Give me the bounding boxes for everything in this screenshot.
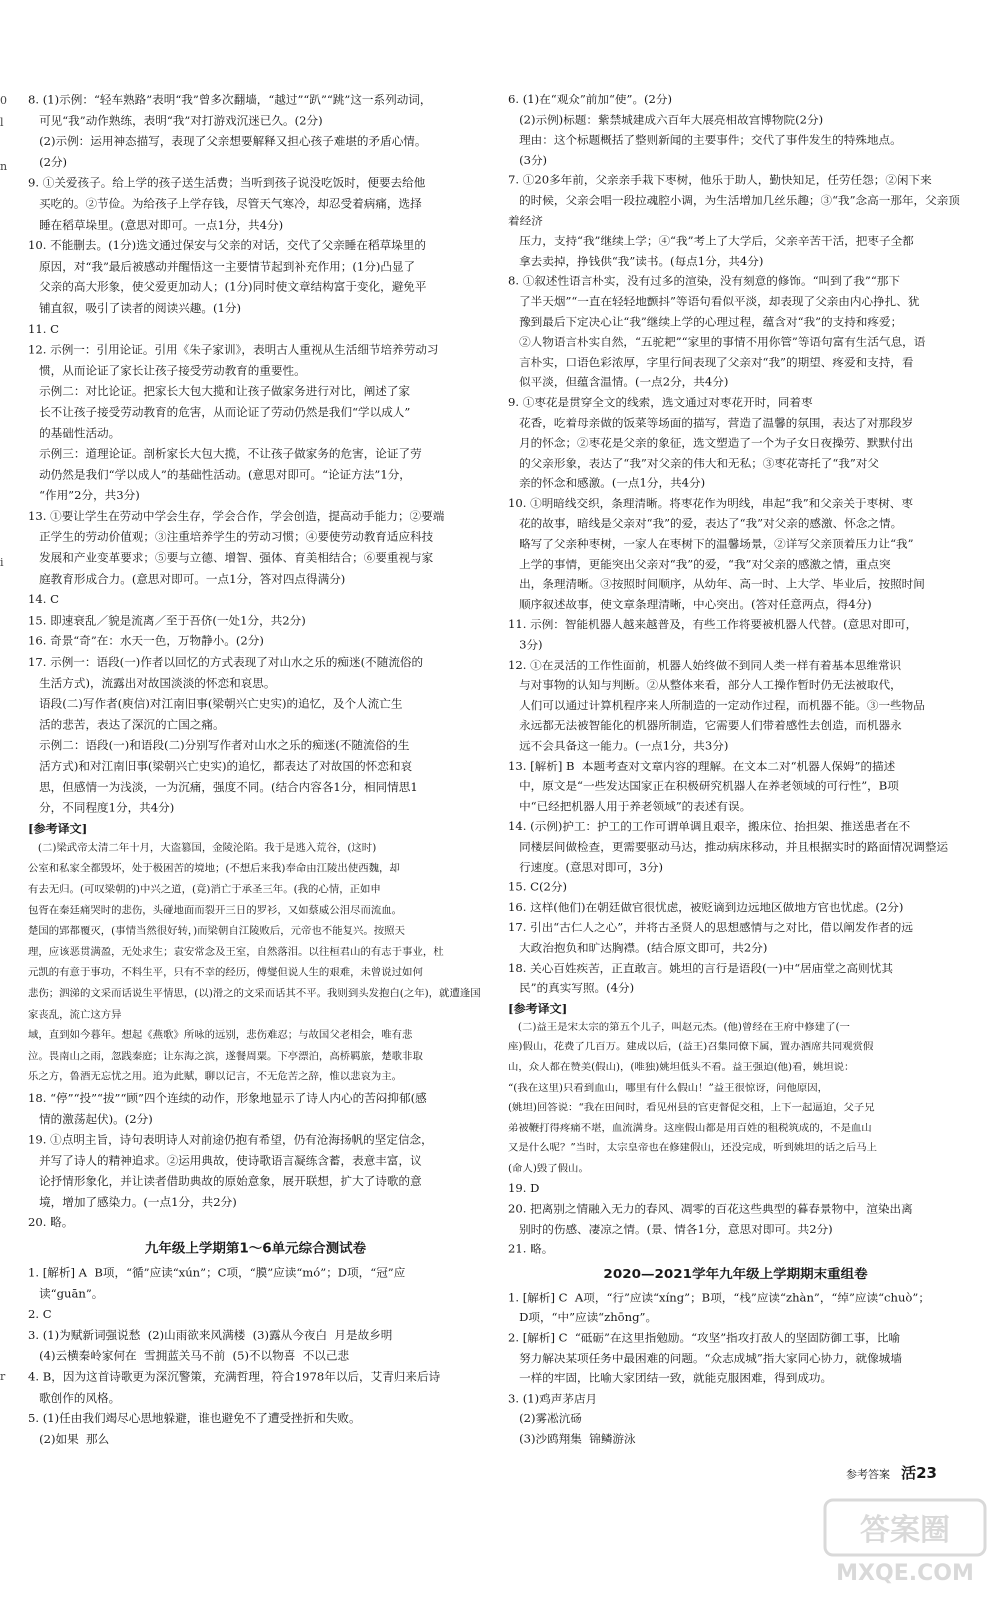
answer-line: 顺序叙述故事，使文章条理清晰，中心突出。(答对任意两点，得4分): [508, 597, 872, 611]
edge-char: [0, 640, 12, 662]
answer-line: 5. (1)任由我们竭尽心思地躲避，谁也避免不了遭受挫折和失败。: [28, 1411, 361, 1426]
answer-line: 示例三：道理论证。剖析家长大包大揽，不让孩子做家务的危害，论证了劳: [28, 446, 422, 461]
answer-line: 压力，支持“我”继续上学；④“我”考上了大学后，父亲辛苦干活，把枣子全都: [508, 234, 914, 248]
edge-char: [0, 1036, 12, 1058]
answer-line: 18. “停”“投”“拔”“顾”四个连续的动作，形象地显示了诗人内心的苦闷抑郁(感: [28, 1091, 427, 1105]
answer-line: 7. ①20多年前，父亲亲手栽下枣树，他乐于助人，勤快知足，任劳任怨；②闲下来: [508, 173, 932, 187]
answer-line: 言朴实，口语色彩浓厚，字里行间表现了父亲对“我”的期望、疼爱和支持，看: [508, 355, 914, 369]
edge-char: [0, 178, 12, 200]
answer-line: 11. 示例：智能机器人越来越普及，有些工作将要被机器人代替。(意思对即可，: [508, 617, 918, 632]
edge-char: [0, 1168, 12, 1190]
edge-char: [0, 596, 12, 618]
answer-line: 3分): [508, 638, 543, 652]
answer-line: “作用”2分，共3分): [28, 488, 140, 503]
answer-line: 行速度。(意思对即可，3分): [508, 860, 664, 874]
answer-line: 庭教育形成合力。(意思对即可。一点1分，答对四点得满分): [28, 571, 346, 586]
edge-char: [0, 860, 12, 882]
answer-line: 永远都无法被智能化的机器所制造，它需要人们带着感性去创造，而机器永: [508, 718, 902, 733]
edge-char: [0, 1410, 12, 1432]
edge-char: n: [0, 160, 8, 173]
answer-line: 4. B，因为这首诗歌更为深沉警策，充满哲理，符合1978年以后，艾青归来后诗: [28, 1369, 441, 1384]
answer-line: 8. ①叙述性语言朴实，没有过多的渲染，没有刻意的修饰。“叫到了我”“那下: [508, 274, 900, 288]
answer-line: 别时的伤感、凄凉之情。(景、情各1分，意思对即可。共2分): [508, 1222, 833, 1236]
answer-line: 3. (1)鸡声茅店月: [508, 1391, 598, 1405]
edge-char: [0, 1344, 12, 1366]
edge-char: [0, 1388, 12, 1410]
answer-line: 论抒情形象化，并让读者借助典故的原始意象，展开联想，扩大了诗歌的意: [28, 1174, 422, 1188]
answer-line: 11. C: [28, 322, 59, 336]
answer-line: 情的激荡起伏)。(2分): [28, 1111, 153, 1126]
edge-char: [0, 816, 12, 838]
answer-line: 活方式)和对江南旧事(梁朝兴亡史实)的追忆，都表达了对故国的怀恋和哀: [28, 759, 413, 773]
edge-char: [0, 376, 12, 398]
answer-line: 17. 引出“古仁人之心”，并将古圣贤人的思想感情与之对比，借以阐发作者的远: [508, 920, 913, 935]
translation-line: (二)梁武帝太清二年十月，大盗篡国，金陵沦陷。我于是逃入荒谷，(这时): [28, 842, 377, 854]
answer-line: 2. C: [28, 1307, 52, 1321]
translation-line: 公室和私家全都毁坏，处于极困苦的境地；(不想后来我)奉命由江陵出使西魏，却: [28, 862, 400, 875]
answer-line: D项，“中”应读“zhōng”。: [508, 1311, 658, 1325]
edge-char: [0, 948, 12, 970]
answer-line: 铺直叙，吸引了读者的阅读兴趣。(1分): [28, 301, 241, 315]
answer-line: 理由：这个标题概括了整则新闻的主要事件；交代了事件发生的特殊地点。: [508, 133, 902, 147]
edge-char: [0, 332, 12, 354]
answer-line: (2分): [28, 155, 68, 169]
edge-char: [0, 1124, 12, 1146]
edge-char: [0, 1300, 12, 1322]
answer-line: 人们可以通过计算机程序来人所制造的一定动作过程，而机器不能。③一些物品: [508, 698, 925, 712]
answer-line: 亲的怀念和感激。(一点1分，共4分): [508, 476, 706, 490]
edge-char: [0, 464, 12, 486]
answer-line: 14. (示例)护工：护工的工作可谓单调且艰辛，搬床位、抬担架、推送患者在不: [508, 819, 911, 834]
answer-line: 出，条理清晰。③按照时间顺序，从幼年、高一时、上大学、毕业后，按照时间: [508, 577, 925, 591]
answer-line: 17. 示例一：语段(一)作者以回忆的方式表现了对山水之乐的痴迷(不随流俗的: [28, 655, 424, 669]
edge-char: [0, 794, 12, 816]
edge-char: [0, 618, 12, 640]
answer-line: 15. C(2分): [508, 880, 568, 894]
answer-line: 了半天烟”“一直在轻轻地颤抖”等语句看似平淡，却表现了父亲由内心挣扎、犹: [508, 294, 920, 308]
answer-line: 1. [解析] A B项，“循”应读“xún”；C项，“膜”应读“mó”；D项，“冠”应: [28, 1265, 406, 1280]
edge-char: [0, 1146, 12, 1168]
answer-line: 远不会具备这一能力。(一点1分，共3分): [508, 739, 729, 753]
watermark-logo: [820, 1495, 990, 1590]
edge-char: [0, 970, 12, 992]
edge-char: [0, 750, 12, 772]
answer-line: 睡在稻草垛里。(意思对即可。一点1分，共4分): [28, 217, 284, 232]
edge-char: [0, 244, 12, 266]
edge-char: [0, 662, 12, 684]
answer-line: 12. 示例一：引用论证。引用《朱子家训》，表明古人重视从生活细节培养劳动习: [28, 342, 439, 357]
answer-line: (2)如果 那么: [28, 1432, 110, 1446]
answer-line: (2)雾凇沆砀: [508, 1412, 582, 1426]
edge-char: [0, 1080, 12, 1102]
translation-line: 泣。畏南山之雨，忽践秦庭；让东海之滨，遂餐周粟。下亭漂泊，高桥羁旅，楚歌非取: [28, 1050, 423, 1062]
edge-char: [0, 266, 12, 288]
translation-line: 域，直到如今暮年。想起《燕歌》所咏的远别，悲伤难忍；与故国父老相会，唯有悲: [28, 1029, 413, 1042]
section-title: 九年级上学期第1～6单元综合测试卷: [144, 1240, 367, 1257]
answer-line: 读“guān”。: [28, 1286, 104, 1301]
edge-char: [0, 728, 12, 750]
translation-line: 楚国的郢都覆灭，(事情当然很好转，)而梁朝自江陵败后，元帝也不能复兴。按照天: [28, 925, 405, 938]
edge-char: [0, 882, 12, 904]
answer-line: 努力解决某项任务中最困难的问题。“众志成城”指大家同心协力，就像城墙: [508, 1351, 902, 1365]
translation-line: 悲伤；泗涕的文采而话说生平情思，(以)滑之的文采而话其不平。我则到头发抱白(之年)，就遭逢国家丧乱，流亡这方异: [28, 987, 481, 1021]
answer-line: 语段(二)写作者(庾信)对江南旧事(梁朝兴亡史实)的追忆，及个人流亡生: [28, 696, 403, 711]
answer-line: 2. [解析] C “砥砺”在这里指勉励。“攻坚”指攻打敌人的坚固防御工事，比喻: [508, 1331, 901, 1345]
edge-char: [0, 838, 12, 860]
translation-header: [参考译文]: [28, 821, 88, 836]
answer-line: 花的故事，暗线是父亲对“我”的爱，表达了“我”对父亲的感激、怀念之情。: [508, 516, 903, 531]
edge-char: [0, 530, 12, 552]
answer-line: 13. [解析] B 本题考查对文章内容的理解。在文本二对“机器人保姆”的描述: [508, 759, 896, 773]
answer-line: 动仍然是我们“学以成人”的基础性活动。(意思对即可。“论证方法”1分，: [28, 467, 411, 482]
translation-line: 乐之方，鲁酒无忘忧之用。追为此赋，聊以记言，不无危苦之辞，惟以悲哀为主。: [28, 1071, 403, 1083]
answer-line: 同楼层间做检查，更需要驱动马达，推动病床移动，并且根据实时的路面情况调整运: [508, 840, 949, 854]
answer-line: 示例二：对比论证。把家长大包大揽和让孩子做家务进行对比，阐述了家: [28, 384, 411, 398]
edge-char: [0, 310, 12, 332]
edge-char: [0, 134, 12, 156]
answer-line: 1. [解析] C A项，“行”应读“xíng”；B项，“栈”应读“zhàn”，“绰”应读“chuò”；: [508, 1290, 930, 1304]
answer-line: 15. 即速衰乱／貌是流离／至于吾侪(一处1分，共2分): [28, 613, 306, 628]
edge-char: [0, 1234, 12, 1256]
answer-line: 16. 奇景“奇”在：水天一色，万物静小。(2分): [28, 634, 264, 648]
edge-char: [0, 1058, 12, 1080]
page-footer: [846, 1462, 937, 1483]
answer-line: 民”的真实写照。(4分): [508, 981, 635, 995]
edge-char: [0, 992, 12, 1014]
edge-char: [0, 574, 12, 596]
answer-line: 的基础性活动。: [28, 426, 121, 440]
answer-line: 长不让孩子接受劳动教育的危害，从而论证了劳动仍然是我们“学以成人”: [28, 405, 411, 419]
answer-line: ②人物语言朴实自然，“五驼耙”“家里的事情不用你管”等语句富有生活气息，语: [508, 335, 926, 349]
answer-line: 活的悲苦，表达了深沉的亡国之痛。: [28, 717, 225, 732]
answer-line: 惯，从而论证了家长让孩子接受劳动教育的重要性。: [28, 363, 306, 378]
answer-line: 21. 略。: [508, 1242, 554, 1256]
answer-line: 歌创作的风格。: [28, 1390, 121, 1405]
section-title: 2020—2021学年九年级上学期期末重组卷: [603, 1266, 868, 1282]
edge-char: 0: [0, 94, 7, 107]
answer-line: 中“已经把机器人用于养老领域”的表述有误。: [508, 799, 752, 813]
answer-line: 的时候，父亲会唱一段拉魂腔小调，为生活增加几丝乐趣；③“我”念高一那年，父亲顶着经济: [508, 193, 960, 228]
translation-line: “(我在这里)只看到血山，哪里有什么假山！”益王很惊讶，问他原因，: [508, 1081, 829, 1094]
answer-line: 正学生的劳动价值观；③注重培养学生的劳动习惯；④要使劳动教育适应科技: [28, 530, 434, 544]
answer-line: (2)示例)标题：紫禁城建成六百年大展亮相故宫博物院(2分): [508, 113, 824, 127]
answer-line: 6. (1)在“观众”前加“使”。(2分): [508, 92, 673, 106]
answer-line: 3. (1)为赋新词强说愁 (2)山雨欲来风满楼 (3)露从今夜白 月是故乡明: [28, 1328, 393, 1342]
edge-char: [0, 684, 12, 706]
answer-line: 境，增加了感染力。(一点1分，共2分): [28, 1195, 237, 1209]
left-edge-cutoff-text: [0, 90, 12, 1454]
edge-char: [0, 486, 12, 508]
edge-char: [0, 706, 12, 728]
translation-line: 座)假山，花费了几百万。建成以后，(益王)召集同僚下属，置办酒席共同观赏假: [508, 1041, 874, 1053]
edge-char: [0, 508, 12, 530]
answer-line: (2)示例：运用神态描写，表现了父亲想要解释又担心孩子难堪的矛盾心情。: [28, 134, 427, 149]
answer-line: 19. D: [508, 1181, 540, 1196]
edge-char: [0, 288, 12, 310]
answer-line: 拿去卖掉，挣钱供“我”读书。(每点1分，共4分): [508, 254, 764, 268]
translation-line: 弟被鞭打得疼痛不堪，血流满身。这座假山都是用百姓的租税筑成的，不是血山: [508, 1122, 872, 1134]
answer-line: 9. ①枣花是贯穿全文的线索，选文通过对枣花开时，同着枣: [508, 395, 813, 409]
answer-line: 10. 不能删去。(1分)选文通过保安与父亲的对话，交代了父亲睡在稻草垛里的: [28, 238, 426, 253]
answer-line: 上学的事情，更能突出父亲对“我”的爱，“我”对父亲的感激之情，重点突: [508, 557, 891, 571]
answer-line: 一样的牢固，比喻大家团结一致，就能克服困难，得到成功。: [508, 1371, 833, 1385]
edge-char: [0, 398, 12, 420]
edge-char: [0, 926, 12, 948]
left-column: [28, 90, 483, 1450]
answer-line: 豫到最后下定决心让“我”继续上学的心理过程，蕴含对“我”的支持和疼爱；: [508, 314, 903, 329]
answer-line: 并写了诗人的精神追求。②运用典故，使诗歌语言凝练含蓄，表意丰富，议: [28, 1153, 422, 1168]
translation-line: (姚坦)回答说：“我在田间时，看见州县的官吏督促交租，上下一起逼迫，父子兄: [508, 1102, 875, 1114]
translation-line: 有去无归。(可叹梁朝的)中兴之道，(竟)消亡于承圣三年。(我的心情，正如申: [28, 883, 381, 896]
answer-line: (3分): [508, 153, 548, 167]
answer-line: 父亲的高大形象，使父爱更加动人；(1分)同时使文章结构富于变化，避免平: [28, 280, 427, 294]
answer-line: 的父亲形象，表达了“我”对父亲的伟大和无私；③枣花寄托了“我”对父: [508, 456, 879, 470]
answer-line: 19. ①点明主旨，诗句表明诗人对前途仍抱有希望，仍有沧海扬帆的坚定信念，: [28, 1132, 433, 1147]
answer-line: 花香，吃着母亲做的饭菜等场面的描写，营造了温馨的氛围，表达了对那段岁: [508, 415, 914, 430]
edge-char: [0, 354, 12, 376]
translation-line: 又是什么呢？”当时，太宗皇帝也在修建假山，还没完成，听到姚坦的话之后马上: [508, 1142, 877, 1154]
translation-line: 包胥在秦廷痛哭时的悲伤，头碰地面而裂开三日的罗衫，又如蔡威公泪尽而流血。: [28, 904, 403, 917]
answer-line: 似平淡，但蕴含温情。(一点2分，共4分): [508, 375, 729, 389]
translation-line: 元凯的有意于事功，不料生平，只有不幸的经历，傅燮但说人生的艰难，未曾说过如何: [28, 967, 423, 979]
edge-char: [0, 222, 12, 244]
answer-line: 发展和产业变革要求；⑤要与立德、增智、强体、育美相结合；⑥要重视与家: [28, 551, 434, 565]
answer-line: 13. ①要让学生在劳动中学会生存，学会合作，学会创造，提高动手能力；②要端: [28, 509, 445, 523]
edge-char: [0, 1190, 12, 1212]
answer-line: 12. ①在灵活的工作性面前，机器人始终做不到同人类一样有着基本思维常识: [508, 658, 902, 672]
answer-line: (4)云横秦岭家何在 雪拥蓝关马不前 (5)不以物喜 不以己悲: [28, 1349, 350, 1363]
answer-line: 20. 略。: [28, 1216, 74, 1230]
answer-line: 20. 把离别之情融入无力的春风、凋零的百花这些典型的暮春景物中，渲染出离: [508, 1202, 913, 1216]
edge-char: [0, 420, 12, 442]
edge-char: [0, 904, 12, 926]
answer-line: 示例二：语段(一)和语段(二)分别写作者对山水之乐的痴迷(不随流俗的生: [28, 738, 410, 753]
translation-line: (二)益王是宋太宗的第五个儿子，叫赵元杰。(他)曾经在王府中修建了(一: [508, 1021, 850, 1033]
edge-char: [0, 1102, 12, 1124]
footer-label: 参考答案: [846, 1468, 890, 1481]
translation-header: [参考译文]: [508, 1001, 568, 1015]
edge-char: [0, 1212, 12, 1234]
watermark-text: MXQE.COM: [836, 1561, 974, 1586]
answer-line: 思，但感情一为浅淡，一为沉痛，强度不同。(结合内容各1分，相同情思1: [28, 780, 418, 794]
answer-line: 16. 这样(他们)在朝廷做官很忧虑，被贬谪到边远地区做地方官也忧虑。(2分): [508, 900, 904, 914]
answer-line: 生活方式)，流露出对故国淡淡的怀恋和哀思。: [28, 676, 276, 690]
translation-line: (命人)毁了假山。: [508, 1162, 589, 1174]
edge-char: r: [0, 1370, 6, 1383]
edge-char: l: [0, 116, 4, 129]
page-number-prefix: 活: [901, 1464, 917, 1482]
answer-line: 原因，对“我”最后被感动并醒悟这一主要情节起到补充作用；(1分)凸显了: [28, 259, 416, 274]
answer-line: 9. ①关爱孩子。给上学的孩子送生活费；当听到孩子说没吃饭时，便要去给他: [28, 176, 426, 190]
right-column: [508, 90, 963, 1450]
edge-char: [0, 1014, 12, 1036]
edge-char: i: [0, 556, 4, 569]
answer-line: 月的怀念；②枣花是父亲的象征，选文塑造了一个为子女日夜操劳、默默付出: [508, 436, 914, 450]
answer-line: (3)沙鸥翔集 锦鳞游泳: [508, 1432, 636, 1446]
answer-line: 略写了父亲种枣树，一家人在枣树下的温馨场景，②详写父亲顶着压力让“我”: [508, 537, 914, 551]
answer-line: 14. C: [28, 592, 59, 607]
answer-line: 8. (1)示例：“轻车熟路”表明“我”曾多次翻墙，“越过”“趴”“跳”这一系列动词，: [28, 92, 432, 107]
translation-line: 山，众人都在赞美(假山)，(唯独)姚坦低头不看。益王强迫(他)看，姚坦说：: [508, 1061, 855, 1073]
answer-line: 中，原文是“一些发达国家正在积极研究机器人在养老领域的可行性”，B项: [508, 779, 899, 793]
edge-char: [0, 1256, 12, 1278]
edge-char: [0, 442, 12, 464]
answer-line: 大政治抱负和旷达胸襟。(结合原文即可，共2分): [508, 941, 768, 955]
edge-char: [0, 772, 12, 794]
answer-line: 18. 关心百姓疾苦，正直敢言。姚坦的言行是语段(一)中“居庙堂之高则忧其: [508, 961, 893, 975]
answer-line: 可见“我”动作熟练，表明“我”对打游戏沉迷已久。(2分): [28, 113, 323, 128]
edge-char: [0, 1432, 12, 1454]
edge-char: [0, 1322, 12, 1344]
answer-line: 分，不同程度1分，共4分): [28, 801, 175, 815]
edge-char: [0, 1278, 12, 1300]
answer-line: 10. ①明暗线交织，条理清晰。将枣花作为明线，串起“我”和父亲关于枣树、枣: [508, 496, 913, 510]
watermark-glyph: 答案圈: [860, 1513, 950, 1548]
answer-line: 与对事物的认知与判断。②从整体来看，部分人工操作暂时仍无法被取代，: [508, 678, 902, 692]
page-number: 23: [916, 1464, 937, 1482]
edge-char: [0, 200, 12, 222]
answer-line: 买吃的。②节俭。为给孩子上学存钱，尽管天气寒冷，却忍受着病痛，选择: [28, 197, 422, 211]
translation-line: 理，应该恶贯满盈，无处求生；袁安常念及王室，自然落泪。以往桓君山的有志于事业，杜: [28, 946, 444, 958]
